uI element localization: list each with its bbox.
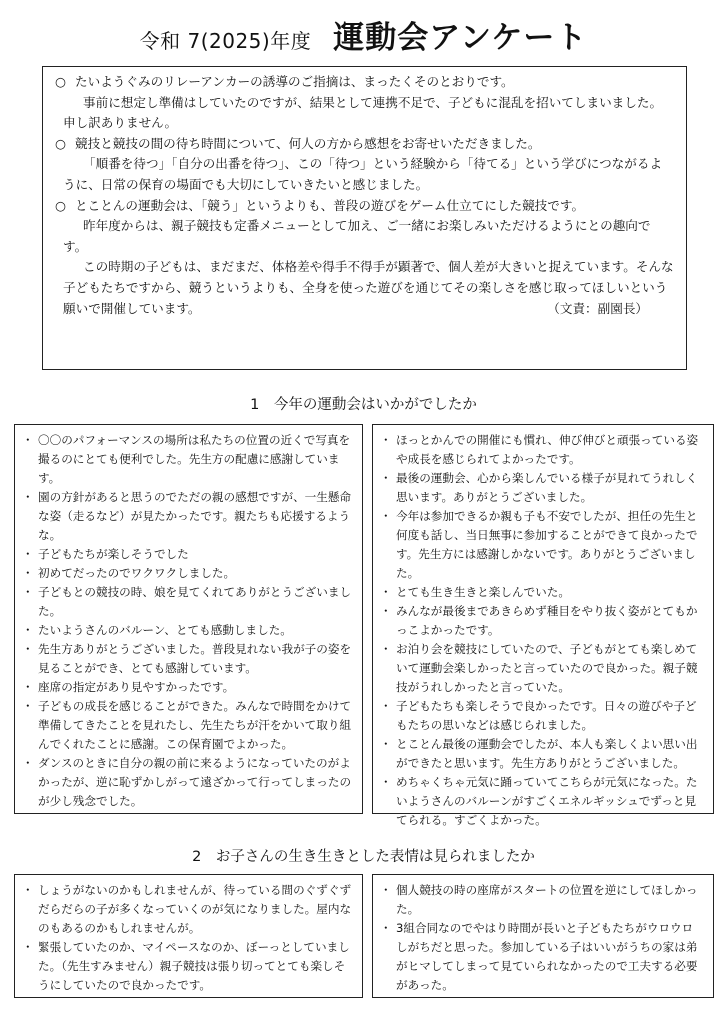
message-lead: ○ 競技と競技の間の待ち時間について、何人の方から感想をお寄せいただきました。 [55,134,674,155]
message-paragraph: 昨年度からは、親子競技も定番メニューとして加え、ご一緒にお楽しみいただけるようにとの趣向です。 [63,218,651,254]
section-1-heading: 1 今年の運動会はいかがでしたか [250,397,477,413]
response-item: ・ 初めてだったのでワクワクしました。 [24,564,352,583]
response-item: ・ 〇〇のパフォーマンスの場所は私たちの位置の近くで写真を撮るのにとても便利でした。先生方の配慮に感謝しています。 [24,431,352,488]
response-item: ・ 今年は参加できるか親も子も不安でしたが、担任の先生と何度も話し、当日無事に参加することができて良かったです。先生方には感謝しかないです。ありがとうございました。 [382,507,703,583]
response-item: ・ 園の方針があると思うのでただの親の感想ですが、一生懸命な姿（走るなど）が見たかったです。親たちも応援するような。 [24,488,352,545]
response-item: ・ めちゃくちゃ元気に踊っていてこちらが元気になった。たいようさんのバルーンがすごくエネルギッシュでずっと見てられる。すごくよかった。 [382,773,703,830]
response-item: ・ 子どもとの競技の時、娘を見てくれてありがとうございました。 [24,583,352,621]
response-item: ・ 最後の運動会、心から楽しんでいる様子が見れてうれしく思います。ありがとうございました。 [382,469,703,507]
section-2-heading: 2 お子さんの生き生きとした表情は見られましたか [192,849,535,865]
response-item: ・ 座席の指定があり見やすかったです。 [24,678,352,697]
response-list [24,431,352,811]
circle-bullet: ○ [55,197,66,213]
response-item: ・ とことん最後の運動会でしたが、本人も楽しくよい思い出ができたと思います。先生方ありがとうございました。 [382,735,703,773]
section-1-left-column [14,424,363,814]
response-list [24,881,352,995]
response-item: ・ しょうがないのかもしれませんが、待っている間のぐずぐずだらだらの子が多くなっていくのが気になりました。屋内なのもあるのかもしれませんが。 [24,881,352,938]
response-item: ・ 子どもたちも楽しそうで良かったです。日々の遊びや子どもたちの思いなどは感じられました。 [382,697,703,735]
response-item: ・ ほっとかんでの開催にも慣れ、伸び伸びと頑張っている姿や成長を感じられてよかったです。 [382,431,703,469]
response-item: ・ 子どもの成長を感じることができた。みんなで時間をかけて準備してきたことを見れたし、先生たちが汗をかいて取り組んでくれたことに感謝。この保育園でよかった。 [24,697,352,754]
message-paragraph: 事前に想定し準備はしていたのですが、結果として連携不足で、子どもに混乱を招いてしまいました。申し訳ありません。 [63,94,663,131]
section-1-right-column [372,424,714,827]
response-item: ・ とても生き生きと楽しんでいた。 [382,583,703,602]
fiscal-year: 令和 7(2025)年度 [139,29,312,53]
survey-title: 運動会アンケート [333,20,588,56]
message-paragraph: この時期の子どもは、まだまだ、体格差や得手不得手が顕著で、個人差が大きいと捉えています。そんな子どもたちですから、競うというよりも、全身を使った遊びを通じてその楽しさを感じ取ってほしいという願いで開催しています。 （文責：副園長） [55,257,674,319]
response-item: ・ お泊り会を競技にしていたので、子どもがとても楽しめていて運動会楽しかったと言っていたので良かった。親子競技がうれしかったと言っていた。 [382,640,703,697]
message-lead: ○ とことんの運動会は、「競う」というよりも、普段の遊びをゲーム仕立てにした競技です。 [55,196,674,217]
circle-bullet: ○ [55,135,66,151]
section-2-right-column [372,874,714,998]
response-item: ・ みんなが最後まであきらめず種目をやり抜く姿がとてもかっこよかったです。 [382,602,703,640]
message-lead: ○ たいようぐみのリレーアンカーの誘導のご指摘は、まったくそのとおりです。 [55,72,674,93]
section-2-left-column [14,874,363,998]
response-item: ・ 子どもたちが楽しそうでした [24,545,352,564]
message-paragraph: 「順番を待つ」「自分の出番を待つ」、この「待つ」という経験から「待てる」という学びにつながるように、日常の保育の場面でも大切にしていきたいと感じました。 [63,156,663,192]
response-item: ・ 3組合同なのでやはり時間が長いと子どもたちがウロウロしがちだと思った。参加している子はいいがうちの家は弟がヒマしてしまって見ていられなかったので工夫する必要があった。 [382,919,703,995]
response-list [382,881,703,995]
principal-message-box [42,66,687,370]
signature: （文責：副園長） [547,300,648,316]
response-item: ・ 緊張していたのか、マイペースなのか、ぼーっとしていました。（先生すみません）親子競技は張り切ってとても楽しそうにしていたので良かったです。 [24,938,352,995]
response-item: ・ 先生方ありがとうございました。普段見れない我が子の姿を見ることができ、とても感謝しています。 [24,640,352,678]
response-item: ・ ダンスのときに自分の親の前に来るようになっていたのがよかったが、逆に恥ずかしがって遠ざかって行ってしまったのが少し残念でした。 [24,754,352,811]
response-item: ・ たいようさんのバルーン、とても感動しました。 [24,621,352,640]
circle-bullet: ○ [55,74,66,89]
response-list [382,431,703,830]
page-title [0,12,727,57]
response-item: ・ 個人競技の時の座席がスタートの位置を逆にしてほしかった。 [382,881,703,919]
